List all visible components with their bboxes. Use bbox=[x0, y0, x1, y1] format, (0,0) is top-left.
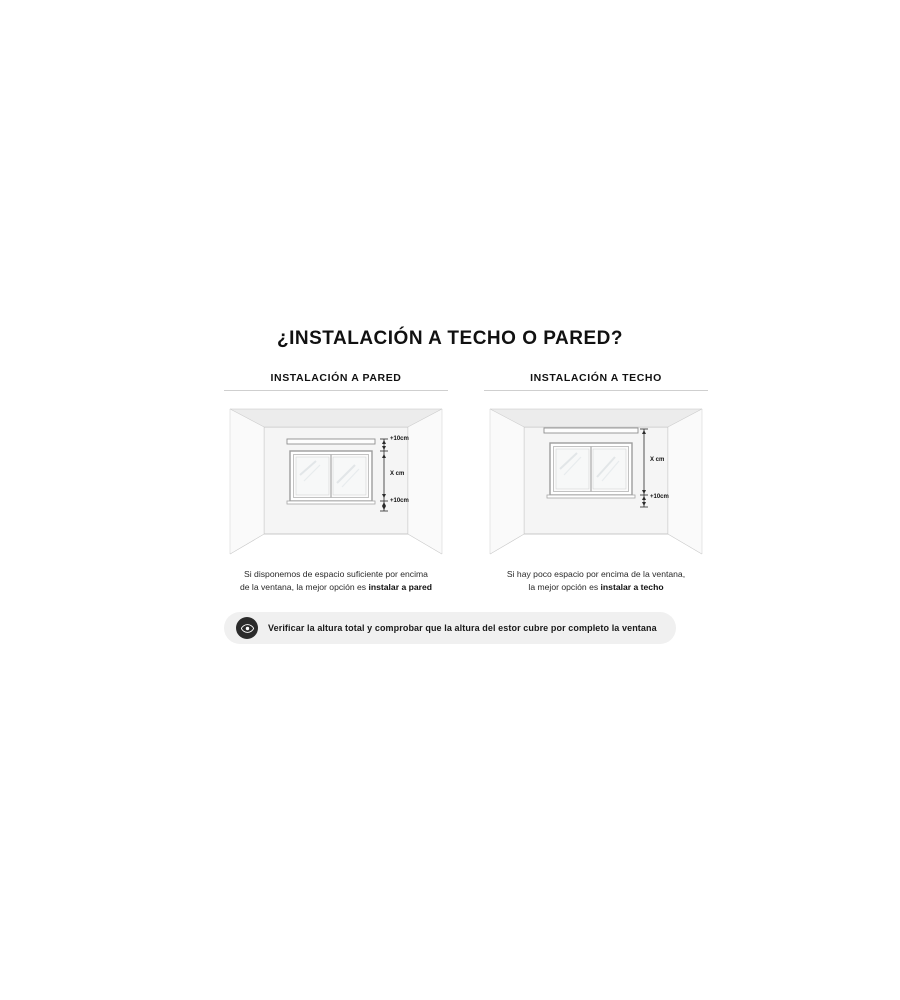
panel-title-ceiling: INSTALACIÓN A TECHO bbox=[484, 372, 708, 391]
verification-note-text: Verificar la altura total y comprobar que la altura del estor cubre por completo la ventana bbox=[268, 623, 657, 633]
caption-ceiling-line2-strong: instalar a techo bbox=[600, 581, 664, 592]
dimension-label-bottom-ceiling: +10cm bbox=[650, 494, 669, 500]
caption-ceiling bbox=[484, 568, 708, 594]
dimension-label-middle-wall: X cm bbox=[390, 471, 405, 477]
dimension-label-top-ceiling: X cm bbox=[650, 457, 665, 463]
page-title: ¿INSTALACIÓN A TECHO O PARED? bbox=[277, 328, 623, 349]
caption-wall bbox=[224, 568, 448, 594]
panel-ceiling-installation bbox=[484, 372, 708, 594]
wall-mount-diagram bbox=[224, 399, 448, 564]
eye-icon bbox=[236, 617, 258, 639]
panel-wall-installation bbox=[224, 372, 448, 594]
caption-wall-line1: Si disponemos de espacio suficiente por encima bbox=[244, 569, 428, 579]
caption-ceiling-line2-prefix: la mejor opción es bbox=[528, 581, 601, 592]
wall-mount-illustration bbox=[224, 399, 448, 564]
dimension-label-bottom-wall: +10cm bbox=[390, 498, 409, 504]
caption-wall-line2-prefix: de la ventana, la mejor opción es bbox=[239, 581, 369, 592]
caption-wall-line2-strong: instalar a pared bbox=[368, 581, 433, 592]
panel-title-wall: INSTALACIÓN A PARED bbox=[224, 372, 448, 391]
ceiling-mount-illustration bbox=[484, 399, 708, 564]
caption-ceiling-line1: Si hay poco espacio por encima de la ventana, bbox=[506, 569, 686, 579]
ceiling-mount-diagram bbox=[484, 399, 708, 564]
verification-note bbox=[224, 612, 676, 644]
dimension-label-top-wall: +10cm bbox=[390, 436, 409, 442]
